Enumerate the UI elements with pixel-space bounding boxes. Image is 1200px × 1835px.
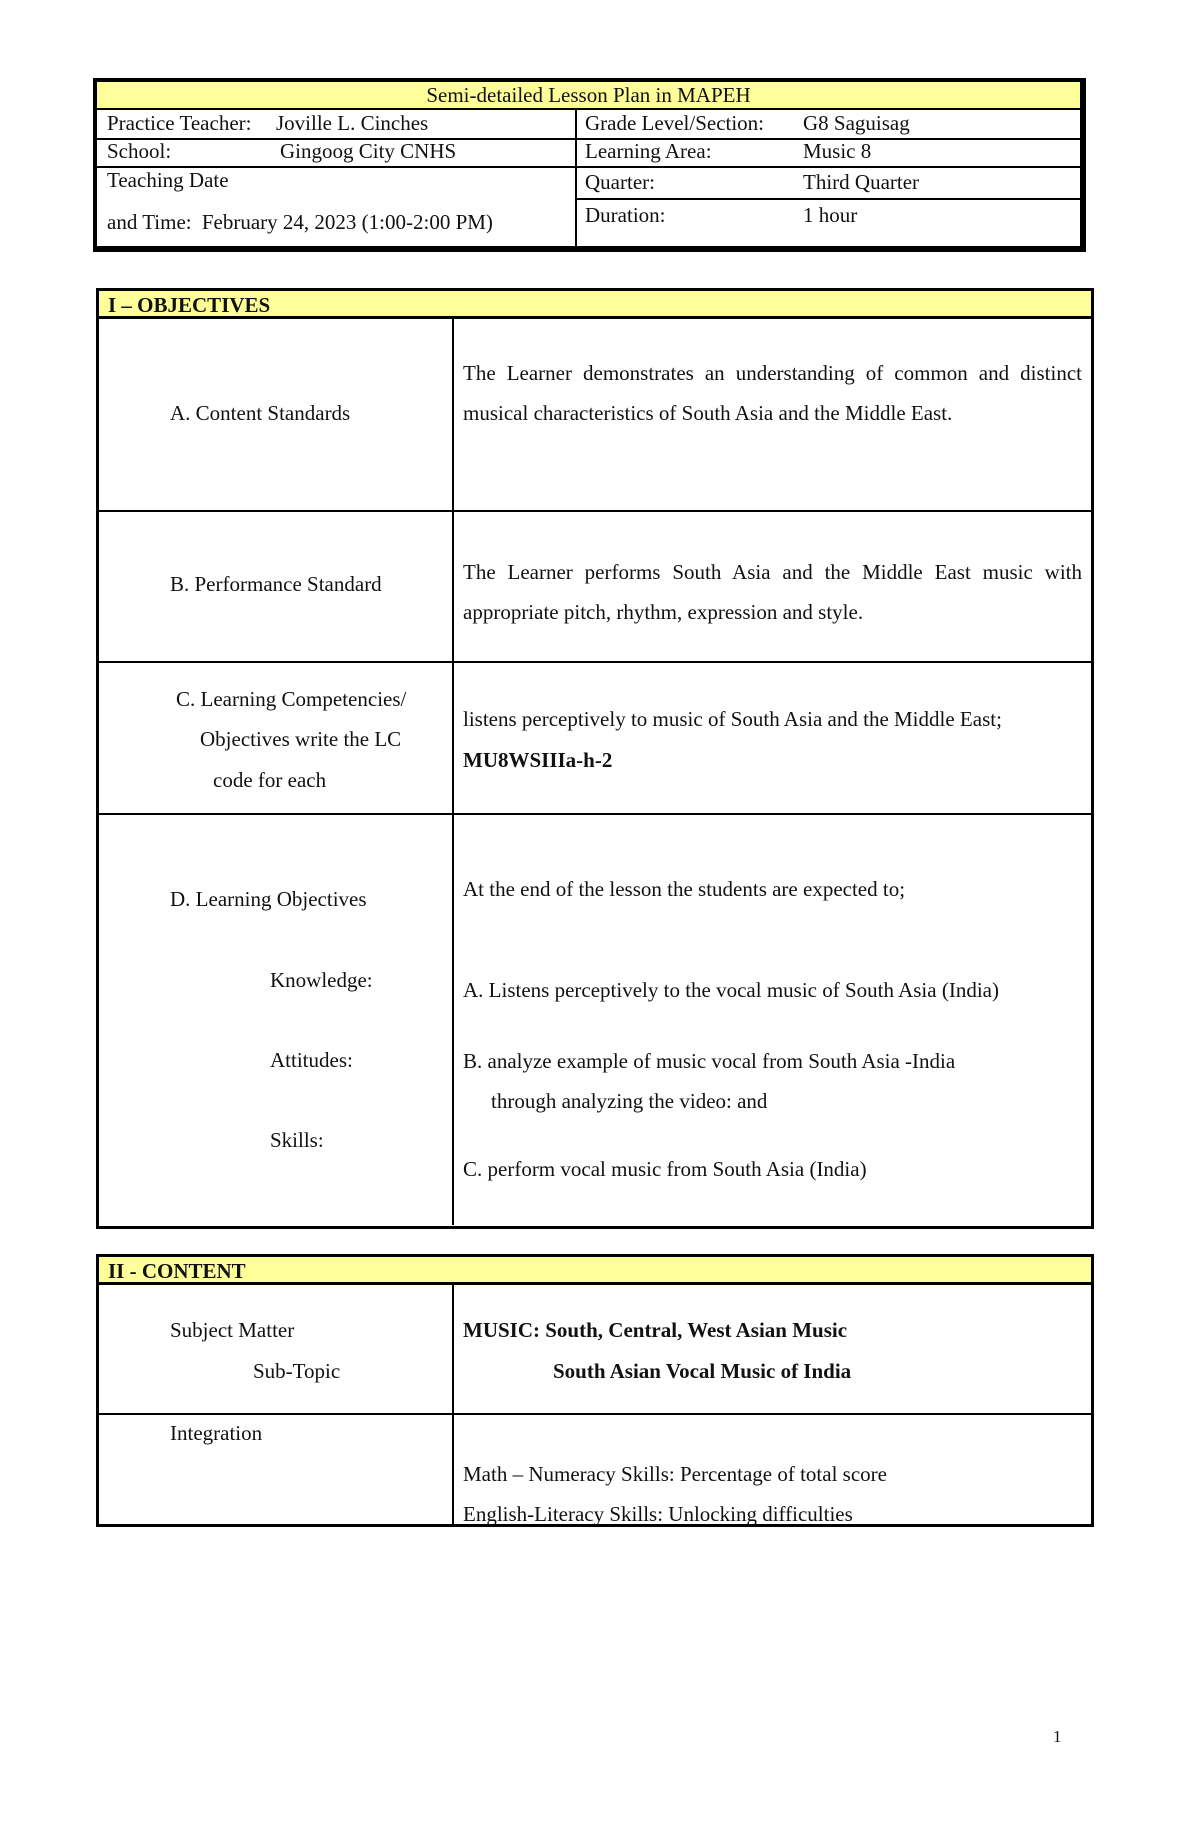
content-section bbox=[96, 1254, 1094, 1527]
teaching-time-row bbox=[107, 210, 493, 235]
competencies-label-line2: Objectives write the LC bbox=[200, 727, 402, 751]
duration-row bbox=[575, 198, 1080, 232]
competencies-value-cell bbox=[454, 663, 1091, 813]
integration-math: Math – Numeracy Skills: Percentage of total score bbox=[463, 1462, 887, 1486]
practice-teacher-row bbox=[97, 110, 575, 140]
learning-objectives-value-cell bbox=[454, 815, 1091, 1225]
quarter-value: Third Quarter bbox=[803, 170, 920, 194]
learning-objectives-label-cell bbox=[99, 815, 454, 1225]
objective-item-b-line1: B. analyze example of music vocal from South Asia -India bbox=[463, 1049, 956, 1073]
performance-standard-text: The Learner performs South Asia and the Middle East music with appropriate pitch, rhythm, expression and style. bbox=[463, 560, 1082, 624]
performance-standard-value-cell bbox=[454, 512, 1091, 661]
lesson-plan-header bbox=[93, 78, 1086, 252]
knowledge-label: Knowledge: bbox=[270, 968, 373, 992]
attitudes-label: Attitudes: bbox=[270, 1048, 353, 1072]
objectives-section bbox=[96, 288, 1094, 1229]
subject-matter-value: MUSIC: South, Central, West Asian Music bbox=[463, 1318, 848, 1342]
objective-item-b-line2: through analyzing the video: and bbox=[491, 1089, 768, 1113]
school-label: School: bbox=[107, 139, 172, 163]
subject-matter-label: Subject Matter bbox=[170, 1318, 295, 1342]
competencies-label-cell bbox=[99, 663, 454, 813]
content-standards-row bbox=[99, 319, 1091, 512]
content-standards-text: The Learner demonstrates an understanding of common and distinct musical characteristics of South Asia and the Middle East. bbox=[463, 361, 1082, 425]
competencies-label-line1: C. Learning Competencies/ bbox=[176, 687, 407, 711]
document-title: Semi-detailed Lesson Plan in MAPEH bbox=[97, 82, 1080, 110]
content-standards-label-cell bbox=[99, 319, 454, 510]
learning-area-value: Music 8 bbox=[803, 139, 872, 163]
school-row bbox=[97, 138, 575, 168]
subject-matter-row bbox=[99, 1285, 1091, 1415]
competencies-text: listens perceptively to music of South Asia and the Middle East; bbox=[463, 707, 1002, 731]
performance-standard-label-cell bbox=[99, 512, 454, 661]
integration-label: Integration bbox=[170, 1421, 263, 1445]
integration-english: English-Literacy Skills: Unlocking difficulties bbox=[463, 1502, 853, 1526]
integration-value-cell bbox=[454, 1415, 1091, 1524]
sub-topic-label: Sub-Topic bbox=[253, 1359, 341, 1383]
objective-item-c: C. perform vocal music from South Asia (India) bbox=[463, 1157, 867, 1181]
teaching-date-label: Teaching Date bbox=[107, 168, 229, 192]
page-number: 1 bbox=[1053, 1727, 1062, 1746]
quarter-label: Quarter: bbox=[585, 170, 655, 194]
objectives-intro: At the end of the lesson the students are expected to; bbox=[463, 877, 906, 901]
integration-label-cell bbox=[99, 1415, 454, 1524]
competencies-code: MU8WSIIIa-h-2 bbox=[463, 748, 613, 772]
subject-matter-label-cell bbox=[99, 1285, 454, 1413]
grade-row bbox=[575, 110, 1080, 140]
integration-row bbox=[99, 1415, 1091, 1524]
content-standards-label: A. Content Standards bbox=[170, 401, 351, 425]
teaching-time-label: and Time: bbox=[107, 210, 192, 234]
competencies-label-line3: code for each bbox=[213, 768, 327, 792]
sub-topic-value: South Asian Vocal Music of India bbox=[553, 1359, 852, 1383]
performance-standard-row bbox=[99, 512, 1091, 663]
teaching-time-value: February 24, 2023 (1:00-2:00 PM) bbox=[201, 210, 493, 234]
learning-area-row bbox=[575, 138, 1080, 168]
header-right-column bbox=[575, 110, 1080, 246]
school-value: Gingoog City CNHS bbox=[280, 139, 457, 163]
header-left-column bbox=[97, 110, 577, 246]
subject-matter-value-cell bbox=[454, 1285, 1091, 1413]
objectives-heading: I – OBJECTIVES bbox=[99, 291, 1091, 319]
skills-label: Skills: bbox=[270, 1128, 324, 1152]
objective-item-a: A. Listens perceptively to the vocal music of South Asia (India) bbox=[463, 978, 999, 1002]
performance-standard-label: B. Performance Standard bbox=[170, 572, 382, 596]
duration-label: Duration: bbox=[585, 203, 666, 227]
grade-value: G8 Saguisag bbox=[803, 111, 910, 135]
learning-objectives-row bbox=[99, 815, 1091, 1225]
duration-value: 1 hour bbox=[803, 203, 858, 227]
practice-teacher-value: Joville L. Cinches bbox=[276, 111, 429, 135]
learning-objectives-label: D. Learning Objectives bbox=[170, 887, 367, 911]
practice-teacher-label: Practice Teacher: bbox=[107, 111, 252, 135]
grade-label: Grade Level/Section: bbox=[585, 111, 765, 135]
learning-area-label: Learning Area: bbox=[585, 139, 712, 163]
content-heading: II - CONTENT bbox=[99, 1257, 1091, 1285]
content-standards-value-cell bbox=[454, 319, 1091, 510]
quarter-row bbox=[575, 166, 1080, 200]
competencies-row bbox=[99, 663, 1091, 815]
